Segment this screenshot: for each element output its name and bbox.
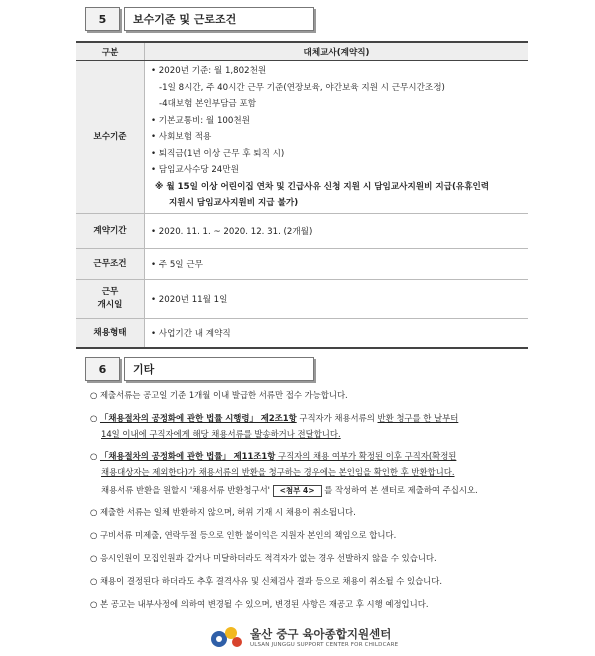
row-value-pay xyxy=(145,61,529,214)
row-value-type: • 사업기간 내 계약직 xyxy=(145,319,529,349)
item-text: ○ 응시인원이 모집인원과 같거나 미달하더라도 적격자가 없는 경우 선발하지 않을 수 있습니다. xyxy=(90,553,437,563)
center-english-name: ULSAN JUNGGU SUPPORT CENTER FOR CHILDCARE xyxy=(250,642,399,648)
item-text-underlined: 14일 이내에 구직자에게 해당 채용서류를 발송하거나 전달합니다. xyxy=(101,429,341,439)
pay-line: • 담임교사수당 24만원 xyxy=(151,165,239,176)
row-label-pay: 보수기준 xyxy=(76,61,145,214)
list-item xyxy=(90,387,520,403)
table-header-row xyxy=(76,42,528,61)
item-text: ○ 제출서류는 공고일 기준 1개월 이내 발급한 서류만 접수 가능합니다. xyxy=(90,390,348,400)
pay-note: ※ 월 15일 이상 어린이집 연차 및 긴급사유 신청 지원 시 담임교사지원비 지급(유휴인력 xyxy=(155,182,490,193)
center-logo xyxy=(210,624,244,650)
item-text: ○ 구비서류 미제출, 연락두절 등으로 인한 불이익은 지원자 본인의 책임으로 합니다. xyxy=(90,530,397,540)
column-header-value: 대체교사(계약직) xyxy=(145,42,529,61)
item-text-part: 구직자가 채용서류의 xyxy=(296,413,378,423)
pay-line: • 사회보험 적용 xyxy=(151,132,212,143)
pay-line: • 퇴직금(1년 이상 근무 후 퇴직 시) xyxy=(151,148,285,159)
section-title: 보수기준 및 근로조건 xyxy=(124,7,314,31)
section-number: 5 xyxy=(85,7,120,31)
item-text-part: 채용서류 반환을 원할시 '채용서류 반환청구서' xyxy=(101,485,270,495)
item-text-underlined: 채용대상자는 제외한다)가 채용서류의 반환을 청구하는 경우에는 본인임을 확인한 후 반환합니다. xyxy=(101,467,455,477)
list-item xyxy=(90,550,520,566)
item-text: ○ 채용이 결정된다 하더라도 추후 결격사유 및 신체검사 결과 등으로 채용이 취소될 수 있습니다. xyxy=(90,576,443,586)
item-bullet: ○ xyxy=(90,413,100,423)
list-item xyxy=(90,596,520,612)
row-label-period: 계약기간 xyxy=(76,214,145,249)
center-name: 울산 중구 육아종합지원센터 xyxy=(250,627,392,641)
table-row xyxy=(76,280,528,319)
item-text xyxy=(90,410,520,426)
pay-line: -1일 8시간, 주 40시간 근무 기준(연장보육, 야간보육 지원 시 근무시간조정) xyxy=(159,82,445,93)
list-item xyxy=(90,410,520,442)
item-text: ○ 본 공고는 내부사정에 의하여 변경될 수 있으며, 변경된 사항은 재공고 후 시행 예정입니다. xyxy=(90,599,429,609)
row-label-start-line2: 개시일 xyxy=(97,300,123,310)
item-text-underlined: 반환 청구를 한 날부터 xyxy=(377,413,459,423)
row-value-period: • 2020. 11. 1. ~ 2020. 12. 31. (2개월) xyxy=(145,214,529,249)
law-reference: 「채용절차의 공정화에 관한 법률」 제11조1항 xyxy=(99,451,276,461)
item-text: ○ 제출한 서류는 일체 반환하지 않으며, 허위 기재 시 채용이 취소됩니다. xyxy=(90,507,356,517)
item-text xyxy=(90,482,520,498)
law-reference: 「채용절차의 공정화에 관한 법률 시행령」 제2조1항 xyxy=(99,413,297,423)
table-row xyxy=(76,249,528,280)
pay-line: • 2020년 기준: 월 1,802천원 xyxy=(151,65,267,76)
list-item xyxy=(90,573,520,589)
conditions-table xyxy=(76,41,528,349)
row-label-type: 채용형태 xyxy=(76,319,145,349)
row-label-work: 근무조건 xyxy=(76,249,145,280)
attachment-tag: <첨부 4> xyxy=(273,485,322,497)
table-row xyxy=(76,214,528,249)
list-item xyxy=(90,504,520,520)
section-5-header xyxy=(85,7,314,31)
row-value-work: • 주 5일 근무 xyxy=(145,249,529,280)
pay-line: -4대보험 본인부담금 포함 xyxy=(159,99,257,110)
row-value-start: • 2020년 11월 1일 xyxy=(145,280,529,319)
row-label-start-line1: 근무 xyxy=(101,287,119,297)
item-text-part: 를 작성하여 본 센터로 제출하여 주십시오. xyxy=(324,485,478,495)
table-row xyxy=(76,319,528,349)
item-bullet: ○ xyxy=(90,451,100,461)
footer xyxy=(210,624,398,650)
section-6-header xyxy=(85,357,314,381)
notice-list xyxy=(90,387,520,612)
list-item xyxy=(90,448,520,498)
pay-note: 지원시 담임교사지원비 지급 불가) xyxy=(169,198,299,209)
footer-text xyxy=(250,626,398,648)
section-title: 기타 xyxy=(124,357,314,381)
section-number: 6 xyxy=(85,357,120,381)
row-label-start xyxy=(76,280,145,319)
list-item xyxy=(90,527,520,543)
item-text-underlined: 구직자의 채용 여부가 확정된 이후 구직자(확정된 xyxy=(275,451,457,461)
table-row xyxy=(76,61,528,214)
item-text xyxy=(90,448,520,464)
column-header-category: 구분 xyxy=(76,42,145,61)
pay-line: • 기본교통비: 월 100천원 xyxy=(151,115,250,126)
